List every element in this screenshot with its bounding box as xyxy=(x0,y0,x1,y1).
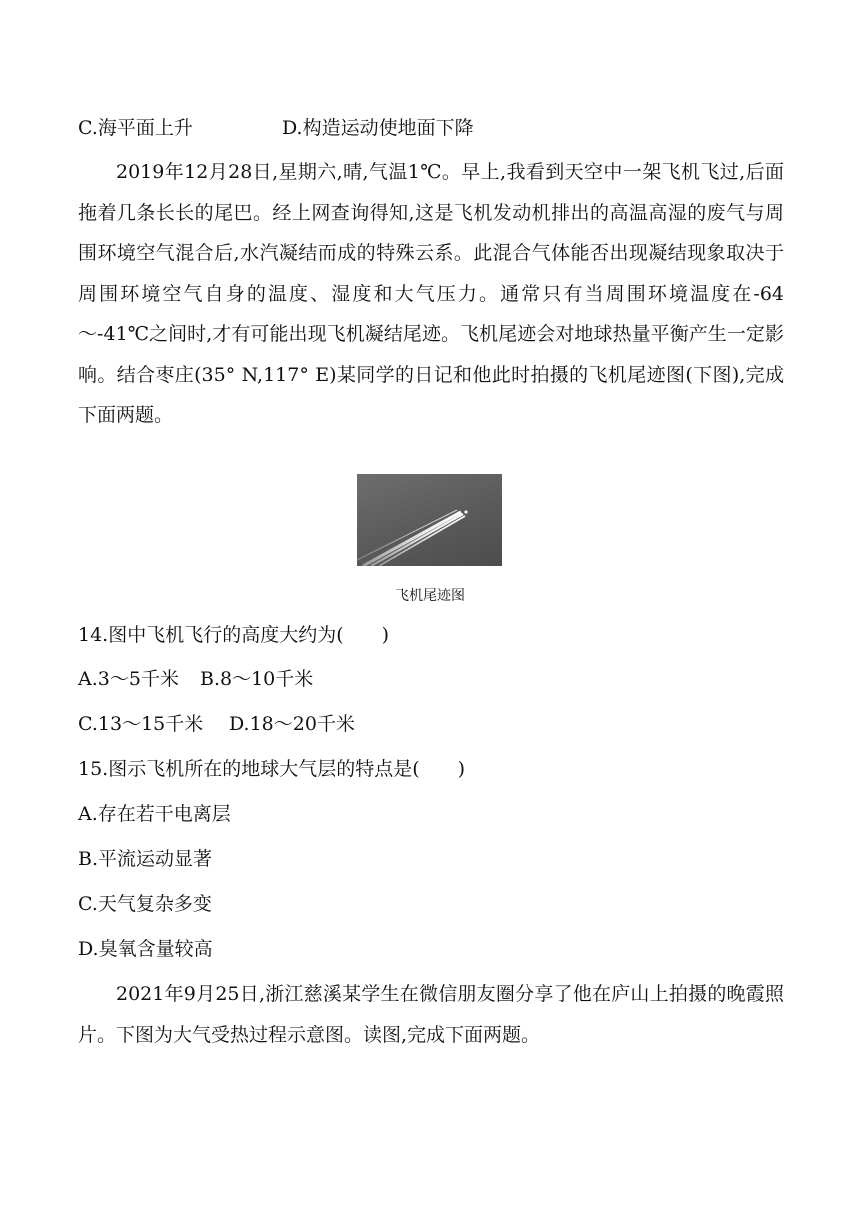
q14-stem: 14.图中飞机飞行的高度大约为( ) xyxy=(78,624,390,646)
q15-stem: 15.图示飞机所在的地球大气层的特点是( ) xyxy=(78,758,466,780)
q15-option-c: C.天气复杂多变 xyxy=(78,893,212,915)
q14-option-a: A.3～5千米 xyxy=(78,668,179,690)
q14-options-row-1 xyxy=(78,667,313,691)
passage-sunset: 2021年9月25日,浙江慈溪某学生在微信朋友圈分享了他在庐山上拍摄的晚霞照片。下图为大气受热过程示意图。读图,完成下面两题。 xyxy=(78,983,784,1046)
q14-options-row-2 xyxy=(78,712,355,736)
q13-options-row xyxy=(78,116,474,140)
q14-option-b: B.8～10千米 xyxy=(200,668,314,690)
figure-caption: 飞机尾迹图 xyxy=(395,588,465,604)
q14-option-d: D.18～20千米 xyxy=(229,713,355,735)
q13-option-d: D.构造运动使地面下降 xyxy=(282,117,474,139)
q15-option-d: D.臭氧含量较高 xyxy=(78,938,213,960)
q14-option-c: C.13～15千米 xyxy=(78,713,204,735)
contrail-photo xyxy=(357,474,502,566)
q15-option-b: B.平流运动显著 xyxy=(78,848,213,870)
q13-option-c: C.海平面上升 xyxy=(78,117,193,139)
q15-option-a: A.存在若干电离层 xyxy=(78,803,231,825)
contrail-image-icon xyxy=(357,474,502,566)
passage-contrail: 2019年12月28日,星期六,晴,气温1℃。早上,我看到天空中一架飞机飞过,后面拖着几条长长的尾巴。经上网查询得知,这是飞机发动机排出的高温高湿的废气与周围环境空气混合后,水汽凝结而成的特殊云系。此混合气体能否出现凝结现象取决于周围环境空气自身的温度、湿度和大气压力。通常只有当周围环境温度在-64～-41℃之间时,才有可能出现飞机凝结尾迹。飞机尾迹会对地球热量平衡产生一定影响。结合枣庄(35° N,117° E)某同学的日记和他此时拍摄的飞机尾迹图(下图),完成下面两题。 xyxy=(78,161,784,426)
